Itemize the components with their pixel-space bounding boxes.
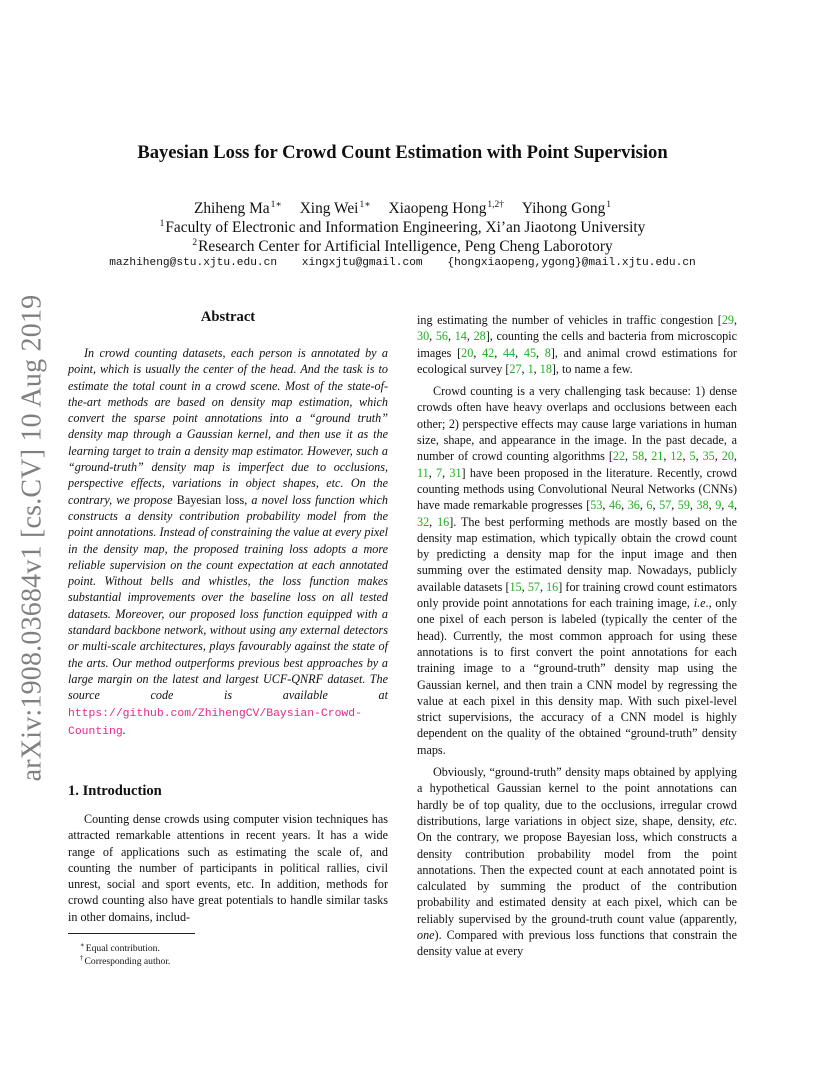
text-run: , — [652, 498, 660, 513]
text-run: , — [442, 465, 450, 480]
citation-link[interactable]: 29 — [721, 313, 734, 327]
text-run: , — [536, 345, 545, 360]
text-run: , — [621, 498, 628, 513]
citation-link[interactable]: 46 — [608, 498, 622, 513]
footnote-divider — [68, 933, 195, 934]
citation-link[interactable]: 35 — [702, 449, 715, 464]
citation-link[interactable]: 11 — [417, 465, 429, 480]
text-run: , — [708, 498, 716, 513]
text-run: , — [515, 345, 524, 360]
source-code-link[interactable]: https://github.com/ZhihengCV/Baysian-Crowd-Counting — [68, 707, 362, 738]
text-run: one — [417, 927, 435, 942]
citation-link[interactable]: 18 — [539, 361, 552, 376]
citation-link[interactable]: 57 — [659, 498, 672, 513]
citation-link[interactable]: 42 — [482, 345, 495, 360]
citation-link[interactable]: 16 — [546, 579, 559, 594]
section-heading-introduction: 1. Introduction — [68, 783, 162, 799]
text-run: , — [429, 329, 436, 344]
text-run: ], to name a few. — [551, 361, 633, 376]
citation-link[interactable]: 28 — [473, 329, 486, 344]
affiliation-1: $^1$Faculty of Electronic and Information Engineering, Xi’an Jiaotong University — [159, 219, 646, 236]
email: mazhiheng@stu.xjtu.edu.cn — [109, 257, 278, 269]
citation-link[interactable]: 22 — [612, 449, 626, 464]
text-run: i.e — [693, 596, 706, 611]
text-run: , — [733, 313, 737, 327]
text-run: ]. The best performing methods are mostly based on the density map estimation, which typically obtain the crowd count by predicting a density map for the input image and then summing over the estimated density map. Nowadays, publicly available datasets [ — [417, 514, 737, 594]
citation-link[interactable]: 15 — [509, 579, 522, 594]
author: Zhiheng $Ma^{1∗}$ — [193, 200, 282, 217]
author-mark: 1∗ — [359, 200, 371, 210]
citation-link[interactable]: 21 — [651, 449, 664, 464]
paragraph — [417, 764, 737, 960]
author-mark: 1∗ — [270, 200, 282, 210]
arxiv-identifier: arXiv:1908.03684v1 [cs.CV] 10 Aug 2019 — [16, 294, 47, 781]
text-run: ] for training crowd count estimators only provide point annotations for each training image, — [417, 579, 737, 611]
text-run: , — [625, 449, 633, 464]
affiliation-2: $^2$Research Center for Artificial Intelligence, Peng Cheng Laborotory — [192, 238, 613, 255]
paragraph — [417, 383, 737, 758]
citation-link[interactable]: 20 — [721, 449, 734, 464]
paragraph — [417, 312, 737, 377]
text-run: etc — [719, 813, 734, 828]
text-run: , — [714, 449, 722, 464]
author-mark: 1 — [606, 200, 612, 210]
text-run: , — [671, 498, 678, 513]
citation-link[interactable]: 38 — [696, 498, 709, 513]
citation-link[interactable]: 1 — [527, 361, 534, 376]
citation-link[interactable]: 5 — [689, 449, 696, 464]
citation-link[interactable]: 8 — [544, 345, 551, 360]
text-run: ing estimating the number of vehicles in traffic congestion [ — [417, 313, 722, 327]
text-run: , — [428, 465, 437, 480]
text-run: , — [639, 498, 647, 513]
citation-link[interactable]: 53 — [590, 498, 603, 513]
citation-link[interactable]: 7 — [436, 465, 443, 480]
citation-link[interactable]: 44 — [502, 345, 516, 360]
citation-link[interactable]: 20 — [461, 345, 474, 360]
text-run: , — [473, 345, 483, 360]
citation-link[interactable]: 30 — [417, 329, 430, 344]
text-run: , — [602, 498, 609, 513]
abstract-heading: Abstract — [200, 309, 256, 325]
text-run: ], counting the cells and bacteria from microscopic images [ — [417, 329, 737, 360]
introduction-text: Counting dense crowds using computer vision techniques has attracted remarkable attentions in recent years. It has a wide range of applications such as estimating the scale of, and counting the number of participants in political rallies, civil unrest, social and sport events, etc. In addition, methods for crowd counting also have great potentials to handle similar tasks in other domains, includ- — [68, 812, 388, 924]
citation-link[interactable]: 16 — [437, 514, 450, 529]
author-mark: 1,2† — [487, 200, 505, 210]
email-list — [80, 256, 725, 271]
arxiv-side-stamp — [4, 285, 60, 790]
text-run: , — [429, 514, 438, 529]
citation-link[interactable]: 27 — [509, 361, 522, 376]
text-run: , — [733, 449, 737, 464]
citation-link[interactable]: 56 — [435, 329, 448, 344]
citation-link[interactable]: 6 — [646, 498, 653, 513]
text-run: . On the contrary, we propose Bayesian loss, which constructs a density contribution probability model from the point annotations. Then the expected count at each annotated point is calculated by summing the product of the contribution probability and estimated density at each pixel, which can be reliably supervised by the ground-truth count value (apparently, — [417, 813, 737, 926]
text-run: , — [663, 449, 671, 464]
text-run: ., only one pixel of each person is labeled (typically the center of the head). Currently, the most common approach for using these annotations is to first convert the point annotations for each training image to a “ground-truth” density map using the Gaussian kernel, and then train a CNN model by regressing the value at each pixel in this density map. With such pixel-level strict supervisions, the accuracy of a CNN model is highly dependent on the quality of the obtained “ground-truth” density maps. — [417, 596, 737, 757]
text-run: , — [644, 449, 652, 464]
citation-link[interactable]: 9 — [715, 498, 722, 513]
paper-title: Bayesian Loss for Crowd Count Estimation with Point Supervision — [137, 142, 668, 163]
text-run: , — [521, 579, 528, 594]
citation-link[interactable]: 59 — [677, 498, 690, 513]
author: Xiaopeng Hong$^{1,2\dagger}$ — [388, 200, 505, 217]
text-run: , — [721, 498, 728, 513]
citation-link[interactable]: 31 — [449, 465, 462, 480]
text-run: , — [521, 361, 528, 376]
citation-link[interactable]: 32 — [417, 514, 430, 529]
citation-link[interactable]: 14 — [454, 329, 467, 344]
email: xingxjtu@gmail.com — [301, 257, 423, 269]
text-run: , — [466, 329, 474, 344]
text-run: , — [448, 329, 455, 344]
text-run: , — [533, 361, 540, 376]
footnote-corresponding-author: †Corresponding author. — [80, 954, 171, 967]
text-run: ). Compared with previous loss functions that constrain the density value at every — [417, 927, 737, 959]
email: {hongxiaopeng,ygong}@mail.xjtu.edu.cn — [447, 257, 696, 269]
footnote-equal-contribution: ∗Equal contribution. — [80, 941, 160, 954]
author: Yihong Gong$^1$ — [521, 200, 612, 217]
author: Xing Wei$^{1∗}$ — [299, 200, 371, 217]
text-run: , — [682, 449, 690, 464]
text-run: , — [539, 579, 547, 594]
citation-link[interactable]: 36 — [627, 498, 640, 513]
citation-link[interactable]: 12 — [670, 449, 683, 464]
text-run: Crowd counting is a very challenging task because: 1) dense crowds often have heavy overlaps and occlusions between each other; 2) perspective effects may cause large variations in human size, shape, and appearance in the image. In the past decade, a number of crowd counting algorithms [ — [417, 384, 737, 464]
text-run: , — [494, 345, 503, 360]
text-run: ], and animal crowd estimations for ecological survey [ — [417, 345, 737, 376]
text-run: Obviously, “ground-truth” density maps obtained by applying a hypothetical Gaussian kernel to the point annotations can hardly be of top quality, due to the occlusions, irregular crowd distributions, large variations in object size, shape, density, — [417, 765, 737, 828]
text-run: , — [733, 498, 737, 513]
abstract-text: In crowd counting datasets, each person is annotated by a point, which is usually the center of the head. And the task is to estimate the total count in a crowd scene. Most of the state-of-the-art methods are based on density map estimation, which convert the sparse point annotations into a “ground truth” density map through a Gaussian kernel, and then use it as the learning target to train a density map estimator. However, such a “ground-truth” density map is imperfect due to occlusions, perspective effects, variations in object shapes, etc. On the contrary, we propose Bayesian loss, a novel loss function which constructs a density contribution probability model from the point annotations. Instead of constraining the value at every pixel in the density map, the proposed training loss adopts a more reliable supervision on the count expectation at each annotated point. Without bells and whistles, the loss function makes substantial improvements over the baseline loss on all tested datasets. Moreover, our proposed loss function equipped with a standard backbone network, without using any external detectors or multi-scale architectures, plays favourably against the state of the arts. Our method outperforms previous best approaches by a large margin on the latest and largest UCF-QNRF dataset. The source code is available at https://github.com/ZhihengCV/Baysian-Crowd-Counting. — [68, 346, 388, 738]
right-column-text — [417, 312, 737, 960]
text-run: , — [695, 449, 703, 464]
text-run: ] have been proposed in the literature. Recently, crowd counting methods using Convolutional Neural Networks (CNNs) have made remarkable progresses [ — [417, 465, 737, 513]
citation-link[interactable]: 4 — [727, 498, 734, 513]
citation-link[interactable]: 45 — [523, 345, 537, 360]
text-run: , — [689, 498, 697, 513]
citation-link[interactable]: 57 — [527, 579, 540, 594]
bayesian-loss-term: Bayesian loss — [176, 492, 245, 507]
citation-link[interactable]: 58 — [632, 449, 645, 464]
